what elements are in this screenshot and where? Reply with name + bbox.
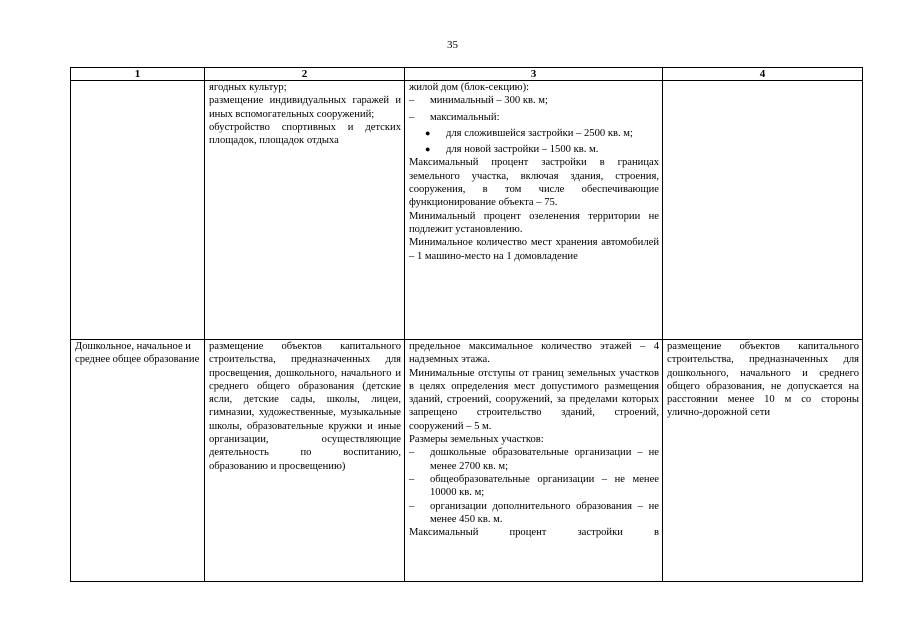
dash-marker: –	[409, 500, 415, 512]
bullet-icon: ●	[425, 127, 431, 138]
row2-col2-text: размещение объектов капитального строительства, предназначенных для просвещения, дошкольного, начального и среднего общего образования (детские ясли, детские сады, школы, лицеи, гимназии, художественные, музыкальные школы, образовательные кружки и иные организации, осуществляющие деятельность по воспитанию, образованию и просвещению)	[209, 341, 401, 472]
table-header-row	[71, 68, 863, 81]
row2-col1-cell	[71, 340, 205, 582]
row1-col4-cell	[663, 81, 863, 340]
table-row	[71, 81, 863, 340]
row1-col3-p3: Минимальное количество мест хранения автомобилей – 1 машино-место на 1 домовладение	[409, 237, 659, 262]
table-row	[71, 340, 863, 582]
row2-col2-cell	[205, 340, 405, 582]
row2-col3-dash-3: организации дополнительного образования – не менее 450 кв. м.	[430, 500, 659, 525]
row2-col1-text: Дошкольное, начальное и среднее общее образование	[75, 341, 200, 366]
header-col-2: 2	[205, 68, 405, 81]
list-item	[409, 94, 659, 107]
regulations-table	[70, 67, 863, 582]
list-item	[409, 473, 659, 500]
row1-col3-bullet-1: для сложившейся застройки – 2500 кв. м;	[446, 127, 633, 139]
row2-col3-dash-1: дошкольные образовательные организации – не менее 2700 кв. м;	[430, 447, 659, 472]
header-col-3: 3	[405, 68, 663, 81]
row1-col2-line-3: обустройство спортивных и детских площадок, площадок отдыха	[209, 121, 401, 147]
row2-col3-p2: Минимальные отступы от границ земельных участков в целях определения мест допустимого размещения зданий, строений, сооружений, за пределами которых запрещено строительство зданий, строений, сооружений – 5 м.	[409, 367, 659, 432]
row1-col3-min: минимальный – 300 кв. м;	[430, 95, 548, 107]
row2-col3-cell	[405, 340, 663, 582]
row2-col3-p4: Максимальный процент застройки в	[409, 527, 659, 539]
dash-marker: –	[409, 95, 415, 107]
row1-col2-line-1: ягодных культур;	[209, 82, 287, 93]
row1-col3-max: максимальный:	[430, 111, 500, 123]
list-item	[409, 127, 659, 140]
list-item	[409, 143, 659, 156]
dash-marker: –	[409, 111, 415, 123]
header-col-4: 4	[663, 68, 863, 81]
list-item	[409, 111, 659, 124]
row1-col3-bullet-2: для новой застройки – 1500 кв. м.	[446, 144, 599, 156]
list-item	[409, 500, 659, 527]
header-col-1: 1	[71, 68, 205, 81]
row1-col3-p1: Максимальный процент застройки в границах земельного участка, включая здания, строения, сооружения, в том числе обеспечивающие функционирование объекта – 75.	[409, 157, 659, 209]
row1-col2-cell	[205, 81, 405, 340]
row1-col3-intro: жилой дом (блок-секцию):	[409, 82, 530, 93]
row2-col4-text: размещение объектов капитального строительства, предназначенных для дошкольного, начального и среднего общего образования, не допускается на расстоянии менее 10 м со стороны улично-дорожной сети	[667, 341, 859, 419]
dash-marker: –	[409, 447, 415, 459]
row2-col3-dash-2: общеобразовательные организации – не менее 10000 кв. м;	[430, 473, 659, 499]
row2-col3-p1: предельное максимальное количество этажей – 4 надземных этажа.	[409, 341, 659, 366]
bullet-icon: ●	[425, 144, 431, 155]
row1-col1-cell	[71, 81, 205, 340]
row1-col3-cell	[405, 81, 663, 340]
row1-col2-line-2: размещение индивидуальных гаражей и иных вспомогательных сооружений;	[209, 95, 401, 120]
row2-col4-cell	[663, 340, 863, 582]
list-item	[409, 446, 659, 473]
page-number: 35	[447, 39, 458, 51]
row2-col3-p3: Размеры земельных участков:	[409, 434, 544, 446]
row1-col3-p2: Минимальный процент озеленения территории не подлежит установлению.	[409, 210, 659, 235]
dash-marker: –	[409, 473, 415, 485]
